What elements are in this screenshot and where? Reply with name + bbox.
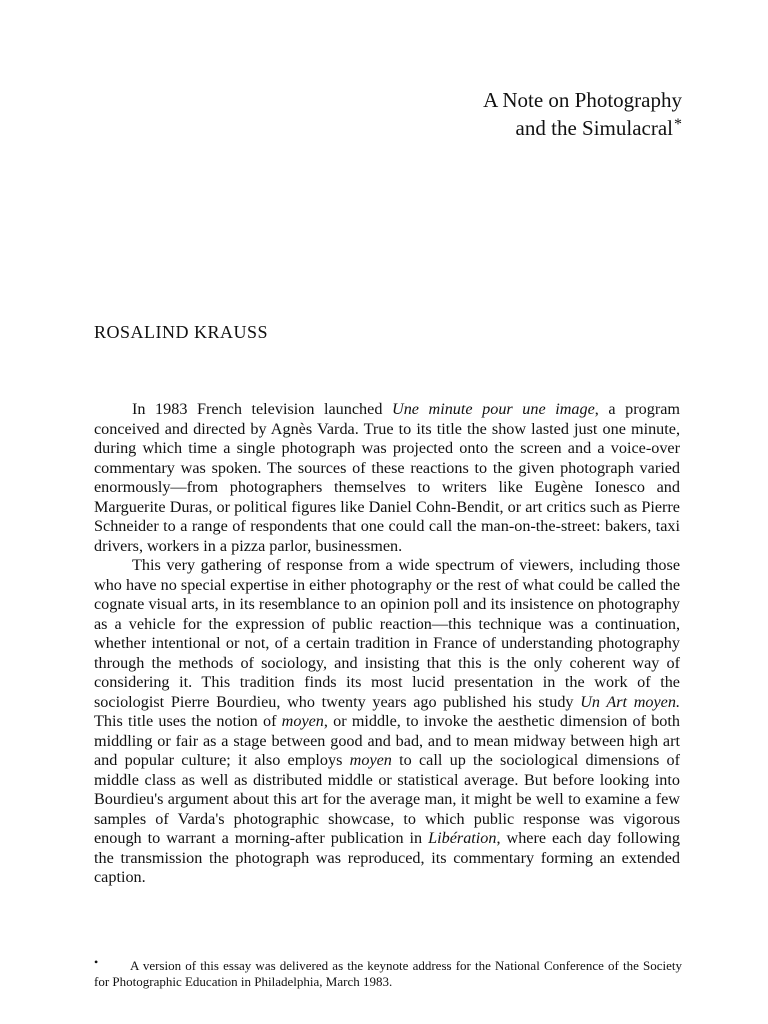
title-footnote-mark: * xyxy=(674,116,682,133)
footnote-text: A version of this essay was delivered as the keynote address for the National Conference of the Society for Photographic Education in Philadelphia, March 1983. xyxy=(94,958,682,989)
p2-newspaper-title: Libération xyxy=(428,829,497,847)
p2-book-title: Un Art moyen. xyxy=(580,692,680,711)
author-name: ROSALIND KRAUSS xyxy=(94,322,269,342)
p1-text-1: In 1983 French television launched xyxy=(132,400,392,418)
p2-moyen-2: moyen xyxy=(349,751,392,769)
article-body xyxy=(94,400,680,888)
paragraph-1 xyxy=(94,400,680,556)
p2-text-4: to call up the sociological dimensions of middle class as well as distributed middle or statistical average. But before looking into Bourdieu's argument about this art for the average man, it might be well to examine a few samples of Varda's photographic showcase, to which public response was vigorous enough to warrant a morning-after publication in xyxy=(94,751,680,847)
p2-text-5: , where each day following the transmission the photograph was reproduced, its commentary forming an extended caption. xyxy=(94,829,680,886)
p2-text-3: , or middle, to invoke the aesthetic dimension of both middling or fair as a stage between good and bad, and to mean midway between high art and popular culture; it also employs xyxy=(94,712,680,769)
p1-text-2: , a program conceived and directed by Agnès Varda. True to its title the show lasted just one minute, during which time a single photograph was projected onto the screen and a voice-over commentary was spoken. The sources of these reactions to the given photograph varied enormously—from photographers themselves to writers like Eugène Ionesco and Marguerite Duras, or political figures like Daniel Cohn-Bendit, or art critics such as Pierre Schneider to a range of respondents that one could call the man-on-the-street: bakers, taxi drivers, workers in a pizza parlor, businessmen. xyxy=(94,400,680,555)
paragraph-2 xyxy=(94,556,680,888)
p2-moyen-1: moyen xyxy=(281,712,324,730)
title-line-1: A Note on Photography xyxy=(483,88,682,112)
footnote-symbol: • xyxy=(94,955,99,969)
p2-text-2: This title uses the notion of xyxy=(94,712,282,730)
title-line-2 xyxy=(483,114,682,142)
title-line-2-text: and the Simulacral xyxy=(515,116,673,140)
p2-text-1: This very gathering of response from a wide spectrum of viewers, including those who have no special expertise in either photography or the rest of what could be called the cognate visual arts, in its resemblance to an opinion poll and its insistence on photography as a vehicle for the expression of public reaction—this technique was a continuation, whether intentional or not, of a certain tradition in France of understanding photography through the methods of sociology, and insisting that this is the only coherent way of considering it. This tradition finds its most lucid presentation in the work of the sociologist Pierre Bourdieu, who twenty years ago published his study xyxy=(94,556,680,711)
p1-program-title: Une minute pour une image xyxy=(392,400,595,418)
footnote xyxy=(94,955,682,990)
article-title xyxy=(483,86,682,142)
